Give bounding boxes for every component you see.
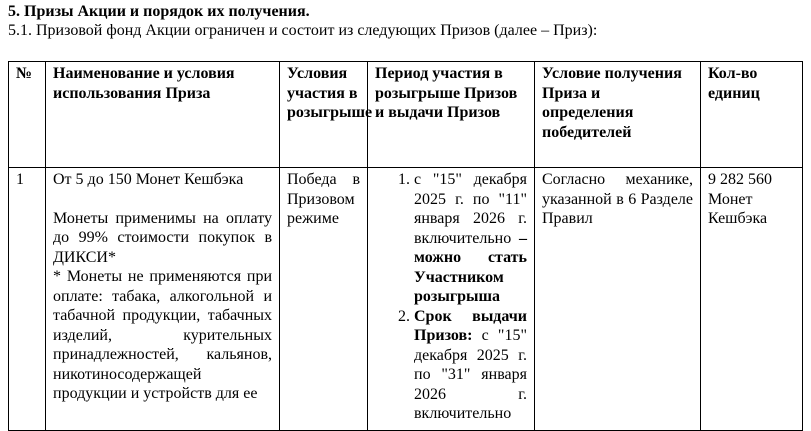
prize-title: От 5 до 150 Монет Кешбэка [53,171,244,188]
header-name: Наименование и условия использования Приза [46,62,280,168]
cell-winner: Согласно механике, указанной в 6 Разделе Правил [535,168,701,431]
header-period: Период участия в розыгрыше Призов и выдачи Призов [368,62,535,168]
period-list [375,170,527,424]
header-num: № [9,62,46,168]
period-item-delivery-text: с "15" декабря 2025 г. по "31" января 2026 г. включительно [414,327,527,422]
prize-usage: Монеты применимы на оплату до 99% стоимости покупок в ДИКСИ* [53,209,272,266]
table-row [9,168,803,431]
cell-num: 1 [9,168,46,431]
period-item-delivery [414,307,527,424]
table-header-row [9,62,803,168]
header-conditions: Условия участия в розыгрыше [280,62,368,168]
cell-period [368,168,535,431]
cell-name [46,168,280,431]
prize-note: * Монеты не применяются при оплате: табака, алкогольной и табачной продукции, табачных изделий, курительных принадлежностей, кальянов, никотиносодержащей продукции и устройств для ее [53,268,272,402]
header-quantity: Кол-во единиц [701,62,803,168]
section-heading: 5. Призы Акции и порядок их получения. [8,3,310,20]
cell-quantity: 9 282 560 Монет Кешбэка [701,168,803,431]
header-winner: Условие получения Приза и определения победителей [535,62,701,168]
period-item-participation [414,170,527,307]
prizes-table [8,61,803,431]
section-subheading: 5.1. Призовой фонд Акции ограничен и состоит из следующих Призов (далее – Приз): [8,22,598,39]
period-item-delivery-bold: Срок выдачи Призов: [414,307,527,344]
period-item-participation-bold: – можно стать Участником розыгрыша [414,229,527,305]
cell-conditions: Победа в Призовом режиме [280,168,368,431]
period-item-participation-text: с "15" декабря 2025 г. по "11" января 2026 г. включительно [414,171,527,247]
